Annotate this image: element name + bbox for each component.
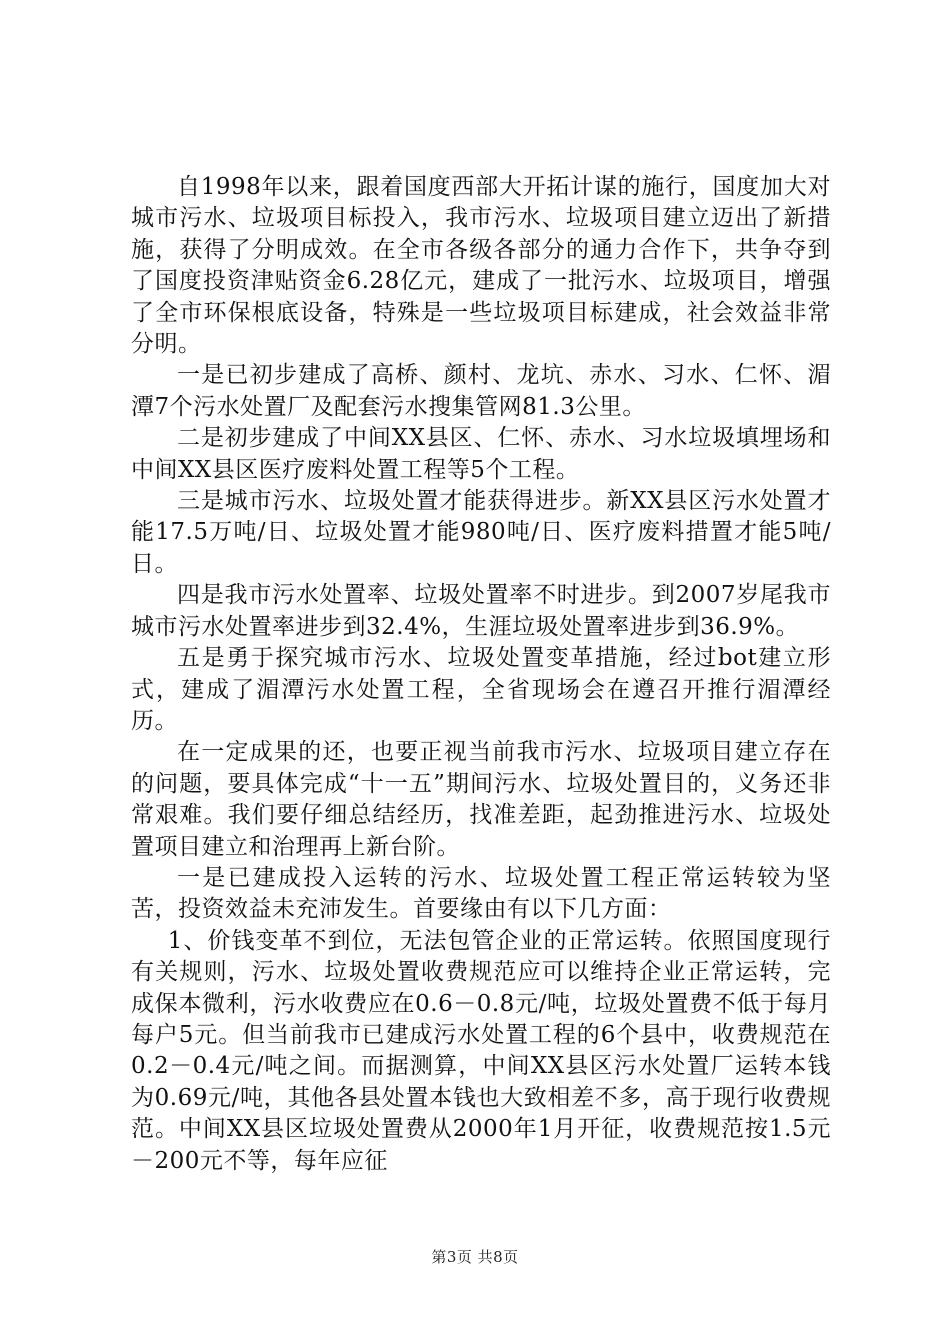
- paragraph-8: 一是已建成投入运转的污水、垃圾处置工程正常运转较为坚苦，投资效益未充沛发生。首要缘由有以下几方面：: [131, 864, 831, 923]
- document-body: [131, 172, 831, 1177]
- paragraph-1: 自1998年以来，跟着国度西部大开拓计谋的施行，国度加大对城市污水、垃圾项目标投入，我市污水、垃圾项目建立迈出了新措施，获得了分明成效。在全市各级各部分的通力合作下，共争夺到了国度投资津贴资金6.28亿元，建成了一批污水、垃圾项目，增强了全市环保根底设备，特殊是一些垃圾项目标建成，社会效益非常分明。: [131, 174, 831, 358]
- paragraph-3: 二是初步建成了中间XX县区、仁怀、赤水、习水垃圾填埋场和中间XX县区医疗废料处置工程等5个工程。: [131, 425, 831, 483]
- paragraph-7: 在一定成果的还，也要正视当前我市污水、垃圾项目建立存在的问题，要具体完成“十一五”期间污水、垃圾处置目的，义务还非常艰难。我们要仔细总结经历，找准差距，起劲推进污水、垃圾处置项目建立和治理再上新台阶。: [131, 739, 831, 860]
- paragraph-4: 三是城市污水、垃圾处置才能获得进步。新XX县区污水处置才能17.5万吨/日、垃圾处置才能980吨/日、医疗废料措置才能5吨/日。: [131, 488, 831, 577]
- paragraph-5: 四是我市污水处置率、垃圾处置率不时进步。到2007岁尾我市城市污水处置率进步到32.4%，生涯垃圾处置率进步到36.9%。: [131, 582, 831, 640]
- paragraph-9: 1、价钱变革不到位，无法包管企业的正常运转。依照国度现行有关规则，污水、垃圾处置收费规范应可以维持企业正常运转，完成保本微利，污水收费应在0.6－0.8元/吨，垃圾处置费不低于每月每户5元。但当前我市已建成污水处置工程的6个县中，收费规范在0.2－0.4元/吨之间。而据测算，中间XX县区污水处置厂运转本钱为0.69元/吨，其他各县处置本钱也大致相差不多，高于现行收费规范。中间XX县区垃圾处置费从2000年1月开征，收费规范按1.5元－200元不等，每年应征: [131, 927, 831, 1174]
- paragraph-2: 一是已初步建成了高桥、颜村、龙坑、赤水、习水、仁怀、湄潭7个污水处置厂及配套污水搜集管网81.3公里。: [131, 362, 831, 420]
- page-footer: 第3页 共8页: [431, 1248, 519, 1266]
- paragraph-6: 五是勇于探究城市污水、垃圾处置变革措施，经过bot建立形式，建成了湄潭污水处置工程，全省现场会在遵召开推行湄潭经历。: [131, 645, 831, 734]
